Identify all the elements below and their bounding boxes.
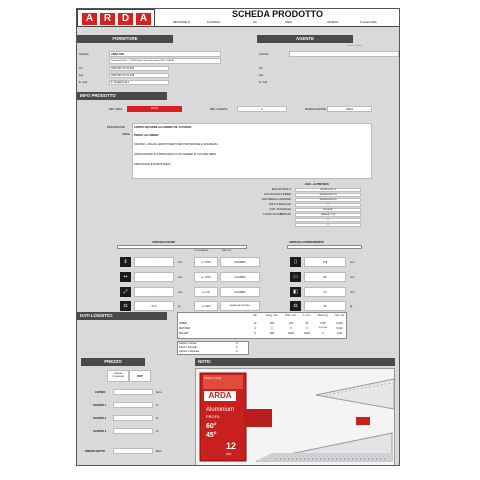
photo-brand-label: ARDA (204, 391, 236, 401)
ean-field-0 (295, 188, 361, 192)
agente-fax-label: Fax (259, 74, 264, 77)
conf-unit-3: gr. (350, 305, 353, 308)
sfuso-value-0: - (153, 261, 155, 264)
logo-letter-d: D (118, 13, 133, 25)
listino-unit: Euro (156, 391, 162, 394)
strati-bancale-label: Strati x bancale (179, 346, 197, 349)
master-vol: 0,001 (336, 327, 343, 330)
descrizione-label: DESCRIZIONE (107, 126, 125, 129)
ean-field-7 (295, 223, 361, 227)
fornitore-header: FORNITORE (77, 35, 173, 43)
package-height-icon: ▯ (290, 257, 301, 267)
author-label: DA: (253, 21, 258, 24)
conf-unit-2: mm. (350, 291, 356, 294)
conf-value-field-1 (304, 272, 346, 282)
sfuso-value-2: - (153, 291, 155, 294)
logistici-header: DATI LOGISTICI (77, 312, 167, 320)
sfuso-unit-1: mm. (178, 276, 184, 279)
confezionato-header-bar (287, 245, 362, 249)
fornitore-fax: 0039 045 54 02 445 (111, 74, 135, 77)
logistici-row-pallet: PALLET (179, 332, 189, 335)
inner-lung: 215 (269, 322, 275, 325)
sconto2-label: SCONTO 2 (93, 417, 107, 420)
fornitore-company-field (109, 51, 221, 57)
fornitore-address-label: Indirizzo (79, 53, 89, 56)
photo-size-unit: cm (226, 451, 232, 456)
agente-top-value: _____ _____ (347, 43, 363, 46)
pallet-h: 1000 (304, 332, 310, 335)
sfuso-tol-field-0 (194, 257, 218, 267)
sconto2-unit: % (156, 417, 159, 420)
ref-arda-field (127, 106, 182, 112)
strati-bancale-value: 0 (236, 346, 238, 349)
fornitore-tel-field (109, 66, 169, 71)
marca-field (327, 106, 372, 112)
ean-field-3 (295, 203, 361, 207)
master-peso: 0,00/160 (318, 327, 328, 329)
conf-value-field-3 (304, 301, 346, 311)
sfuso-unit-3: gr. (178, 305, 181, 308)
pallet-pz: 0 (254, 332, 256, 335)
master-prof: 0 (290, 327, 292, 330)
logo-letter-a2: A (136, 13, 151, 25)
fornitore-email-label: E. mail (79, 81, 87, 84)
sfuso-method-field-2 (220, 287, 260, 297)
metodo-label: METODO (222, 250, 232, 252)
listino-label: LISTINO (95, 391, 106, 394)
revision-date: 11/10/2022 (207, 21, 220, 24)
master-h: 0 (306, 327, 308, 330)
ean-title: EAN + ALTRE INFO (305, 183, 329, 186)
termine-consegna-label: TERMINE CONSEGNA (112, 373, 124, 378)
agente-header: AGENTE (257, 35, 353, 43)
conf-value-3: 35 (323, 305, 327, 308)
logistici-header-2: Prof. mm. (285, 314, 297, 317)
sfuso-method-field-1 (220, 272, 260, 282)
fornitore-address: Strada del Prati, 7 - 37049 Roncà Ponti del Graniti (VR) - ITALIA (111, 60, 174, 62)
height-icon: ↕ (120, 257, 131, 267)
serie-value: PROFIL ALLUMINIO (134, 134, 159, 137)
inner-peso: 0,55 (320, 322, 326, 325)
sfuso-header-bar (117, 245, 247, 249)
marca-label: MARCA/CLIENTE (305, 108, 327, 111)
width-icon: ↔ (120, 272, 131, 282)
pallet-vol: 0,00 (336, 332, 343, 335)
info-prodotto-header: INFO PRODOTTO (77, 92, 167, 100)
sfuso-unit-2: mm. (178, 291, 184, 294)
fornitore-fax-field (109, 73, 169, 78)
sfuso-tol-0: +/- 0,5% (201, 261, 211, 264)
ean-table (243, 188, 373, 234)
listino-field[interactable] (113, 389, 153, 395)
photo-text-2: PROFIL (206, 414, 221, 419)
package-width-icon: ▭ (290, 272, 301, 282)
ean-field-5 (295, 213, 361, 217)
photo-text-1: Aluminium (206, 407, 235, 413)
sfuso-method-2: CALIBRO (234, 291, 246, 294)
pallet-prof: 1000 (288, 332, 294, 335)
validity-label: VALIDITA' (327, 21, 339, 24)
marca-value: ARDA (345, 108, 354, 111)
ean-value-7: 0 (327, 224, 329, 226)
photo-angle-45: 45° (206, 432, 217, 439)
info-line-2: GRADUAZIONE IN TAMPOGRAFIA CON NUMERI IN COLORE NERO (134, 153, 217, 156)
ref-arda-value: 00012 (150, 107, 159, 110)
conf-value-field-0 (304, 257, 346, 267)
descrizione-value: COPPIA SQUADRE ALLUMINIO CM. 12 PROFIL (134, 126, 192, 129)
agente-address-field[interactable] (289, 51, 399, 57)
photo-size: 12 (226, 441, 237, 451)
fornitore-fax-label: Fax (79, 74, 84, 77)
logistici-table (177, 312, 347, 339)
logo-letter-a1: A (82, 13, 97, 25)
info-line-1: SMUSSO - ANGOLI ARROTONDATI PER PROTEZIONE E SICUREZZA (134, 143, 218, 146)
sfuso-method-3: BILANCIA DIGITALE (229, 305, 251, 307)
depth-icon: ⤢ (120, 287, 131, 297)
fornitore-tel: 0039 045 75 34 320 (111, 67, 135, 70)
sconto3-label: SCONTO 3 (93, 430, 107, 433)
ean-field-6 (295, 218, 361, 222)
cartoni-bancale-label: Cartoni x bancale (179, 350, 200, 353)
sfuso-value-3: 27,0 (151, 305, 157, 308)
serie-label: SERIE (122, 133, 130, 136)
sfuso-tol-2: +/- 1% (202, 291, 210, 294)
logo-letter-r: R (100, 13, 115, 25)
sfuso-title: ARTICOLO SFUSO (152, 241, 176, 244)
sconto1-unit: % (156, 404, 159, 407)
prezzo-netto-label: PREZZO NETTO (85, 450, 105, 453)
ean-value-4: 90178010 (323, 209, 333, 211)
inner-h: 20 (305, 322, 309, 325)
ean-field-1 (295, 193, 361, 197)
sfuso-tol-field-2 (194, 287, 218, 297)
sfuso-value-field-2 (134, 287, 174, 297)
revision-label: REVISIONE N. (173, 21, 191, 24)
sfuso-tol-1: +/- 0,5% (201, 276, 211, 279)
sfuso-method-field-0 (220, 257, 260, 267)
master-pz: 0 (254, 327, 256, 330)
sfuso-tol-field-1 (194, 272, 218, 282)
conf-value-1: 80 (323, 276, 327, 279)
prezzo-header: PREZZO (81, 358, 145, 366)
prezzo-netto-unit: Euro (156, 450, 162, 453)
agente-tel-label: Tel (259, 67, 263, 70)
author-value: SARA (285, 21, 293, 24)
page-title: SCHEDA PRODOTTO (231, 9, 323, 19)
note-header: NOTE: (195, 358, 395, 366)
product-sheet (76, 8, 400, 466)
ean-label-0: EAN ARTICOLO (271, 188, 291, 191)
tolleranze-label: TOLLERANZE (194, 250, 209, 252)
ref-cliente-field (237, 106, 287, 112)
sconto3-unit: % (156, 430, 159, 433)
sfuso-value-field-1 (134, 272, 174, 282)
package-depth-icon: ◧ (290, 287, 301, 297)
info-line-3: PRECISIONE E ROBUSTEZZA (134, 163, 171, 166)
termine-consegna-value: DDP (137, 375, 143, 378)
sfuso-tol-3: +/- 10% (201, 305, 211, 308)
conf-value-0: 178 (322, 261, 328, 264)
sfuso-unit-0: mm. (178, 261, 184, 264)
sfuso-value-field-0 (134, 257, 174, 267)
conf-unit-0: mm. (350, 261, 356, 264)
ean-label-4: COD. DOGANALE (269, 208, 291, 211)
pallet-config-table (177, 341, 249, 355)
ref-arda-label: REF. ARDA (109, 108, 123, 111)
ean-field-2 (295, 198, 361, 202)
inner-vol: 0,001 (336, 322, 343, 325)
logistici-header-5: Vol. m3 (335, 314, 344, 317)
ean-label-1: EAN SCATOLA INNER (264, 193, 291, 196)
confezionato-title: ARTICOLO CONFEZIONATO (289, 241, 324, 244)
logistici-header-4: Peso Kg. (317, 314, 329, 317)
ean-value-2: 18000000000124 (319, 199, 337, 201)
sfuso-method-1: CALIBRO (234, 276, 246, 279)
termine-consegna-field[interactable] (129, 370, 151, 382)
inner-pz: 12 (253, 322, 257, 325)
logistici-header-3: h. mm. (303, 314, 311, 317)
fornitore-tel-label: Tel (79, 67, 83, 70)
product-photo (195, 368, 395, 466)
sfuso-value-field-3 (134, 301, 174, 311)
sfuso-value-1: - (153, 276, 155, 279)
ean-label-3: EAN 13 BANCALE (269, 203, 291, 206)
ref-cliente-label: REF. CLIENTE (210, 108, 228, 111)
ean-value-3: 0 (327, 204, 329, 206)
conf-value-2: 0,2 (323, 291, 327, 294)
ean-field-4 (295, 208, 361, 212)
sconto2-field[interactable] (113, 415, 153, 421)
logistici-header-1: Lung. mm. (265, 314, 279, 317)
sfuso-method-0: CALIBRO (234, 261, 246, 264)
pallet-lung: 990 (269, 332, 275, 335)
conf-value-field-2 (304, 287, 346, 297)
descrizione-box (132, 123, 372, 179)
cartoni-bancale-value: 0 (236, 350, 238, 353)
title-bar (155, 9, 400, 27)
weight-icon: ⚖ (120, 301, 131, 311)
agente-address-label: Indirizzo (259, 53, 269, 56)
photo-badge: Made in Italy (204, 376, 222, 380)
ean-value-5: ITALIA (P. TVI) (320, 214, 336, 216)
cartoni-strato-label: Cartoni x strato (179, 342, 197, 345)
sfuso-method-field-3 (220, 301, 260, 311)
cartoni-strato-value: 0 (236, 342, 238, 345)
ean-value-1: 38000000000124 (319, 194, 337, 196)
ref-cliente-value: 0 (261, 108, 263, 111)
sconto3-field[interactable] (113, 428, 153, 434)
sconto1-label: SCONTO 1 (93, 404, 107, 407)
fornitore-address-field (109, 58, 221, 64)
arda-logo (77, 9, 155, 27)
agente-email-label: E. mail (259, 81, 267, 84)
ean-label-5: LUOGO DI FABBRICAZ (263, 213, 291, 216)
inner-prof: 120 (288, 322, 294, 325)
ean-value-6: 0 (327, 219, 329, 221)
package-weight-icon: ⚖ (290, 301, 301, 311)
prezzo-netto-field[interactable] (113, 448, 153, 454)
master-lung: 0 (271, 327, 273, 330)
termine-consegna-label-box (107, 370, 129, 382)
ean-label-2: EAN IMBALLO MASTER (262, 198, 291, 201)
sconto1-field[interactable] (113, 402, 153, 408)
fornitore-company: ARDA SPA (111, 53, 125, 56)
fornitore-email: E. Mail@Arda.it (111, 81, 130, 84)
photo-angle-60: 60° (206, 423, 217, 430)
pallet-peso: 0 (322, 332, 324, 335)
logistici-row-master: MASTER (179, 327, 190, 330)
sfuso-tol-field-3 (194, 301, 218, 311)
logistici-header-0: PZ (253, 314, 257, 317)
ean-value-0: 8008018000124 (320, 189, 336, 191)
fornitore-email-field (109, 80, 169, 85)
conf-unit-1: mm. (350, 276, 356, 279)
logistici-row-inner: INNER (179, 322, 188, 325)
validity-value: 6 mesi/modifio (360, 21, 377, 24)
